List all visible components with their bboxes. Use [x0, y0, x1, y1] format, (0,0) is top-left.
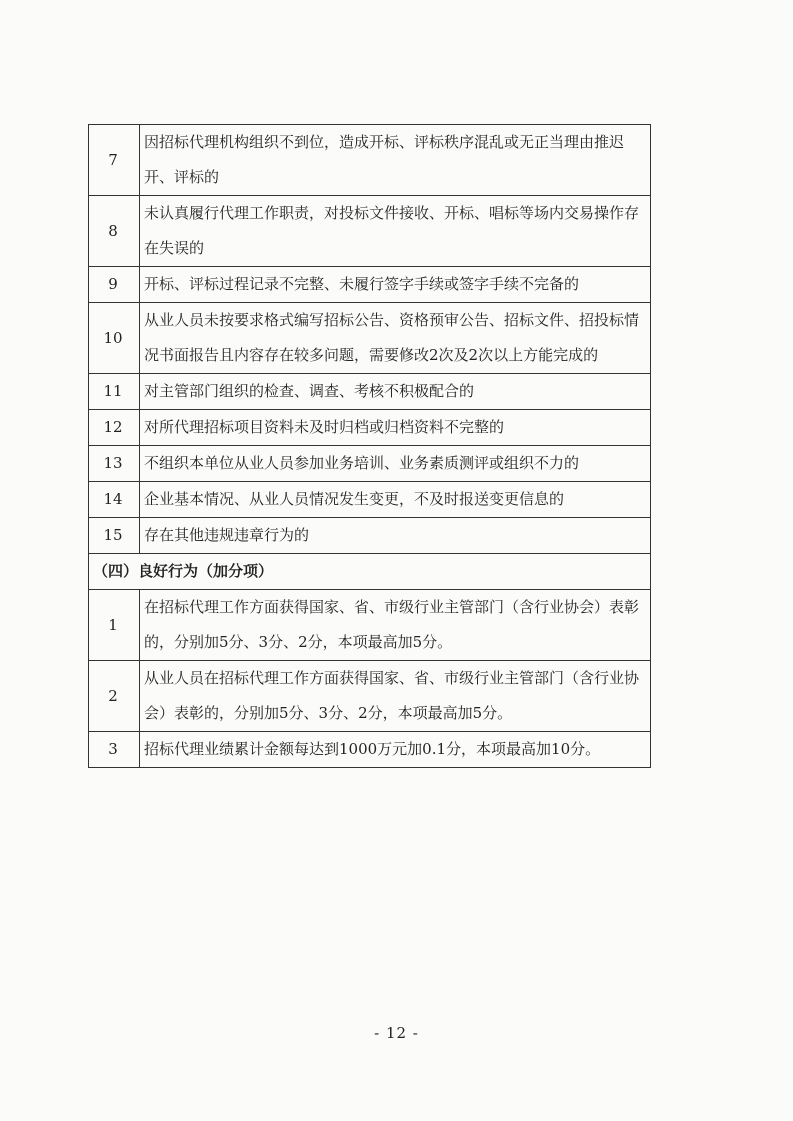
row-text: 不组织本单位从业人员参加业务培训、业务素质测评或组织不力的	[140, 446, 651, 482]
table-row	[89, 590, 651, 661]
table-row	[89, 482, 651, 518]
row-text: 开标、评标过程记录不完整、未履行签字手续或签字手续不完备的	[140, 267, 651, 303]
row-number: 1	[89, 590, 140, 661]
row-number: 9	[89, 267, 140, 303]
table-row	[89, 518, 651, 554]
table-row	[89, 125, 651, 196]
row-text: 对主管部门组织的检查、调查、考核不积极配合的	[140, 374, 651, 410]
row-number: 2	[89, 661, 140, 732]
table-row	[89, 374, 651, 410]
row-text: 在招标代理工作方面获得国家、省、市级行业主管部门（含行业协会）表彰的，分别加5分、3分、2分，本项最高加5分。	[140, 590, 651, 661]
row-number: 15	[89, 518, 140, 554]
row-text: 存在其他违规违章行为的	[140, 518, 651, 554]
row-text: 从业人员在招标代理工作方面获得国家、省、市级行业主管部门（含行业协会）表彰的，分别加5分、3分、2分，本项最高加5分。	[140, 661, 651, 732]
row-text: 未认真履行代理工作职责，对投标文件接收、开标、唱标等场内交易操作存在失误的	[140, 196, 651, 267]
table-row	[89, 303, 651, 374]
row-number: 12	[89, 410, 140, 446]
row-text: 因招标代理机构组织不到位，造成开标、评标秩序混乱或无正当理由推迟开、评标的	[140, 125, 651, 196]
table-row	[89, 732, 651, 768]
row-number: 7	[89, 125, 140, 196]
row-text: 从业人员未按要求格式编写招标公告、资格预审公告、招标文件、招投标情况书面报告且内容存在较多问题，需要修改2次及2次以上方能完成的	[140, 303, 651, 374]
page-number: - 12 -	[374, 1024, 419, 1042]
table-row	[89, 661, 651, 732]
row-number: 14	[89, 482, 140, 518]
section-header-row	[89, 554, 651, 590]
row-text: 对所代理招标项目资料未及时归档或归档资料不完整的	[140, 410, 651, 446]
row-number: 8	[89, 196, 140, 267]
table-row	[89, 410, 651, 446]
table-row	[89, 446, 651, 482]
row-number: 10	[89, 303, 140, 374]
row-number: 13	[89, 446, 140, 482]
row-text: 企业基本情况、从业人员情况发生变更，不及时报送变更信息的	[140, 482, 651, 518]
table-row	[89, 196, 651, 267]
scoring-table	[88, 124, 651, 768]
row-number: 3	[89, 732, 140, 768]
section-title: （四）良好行为（加分项）	[89, 554, 651, 590]
row-text: 招标代理业绩累计金额每达到1000万元加0.1分，本项最高加10分。	[140, 732, 651, 768]
table-row	[89, 267, 651, 303]
row-number: 11	[89, 374, 140, 410]
